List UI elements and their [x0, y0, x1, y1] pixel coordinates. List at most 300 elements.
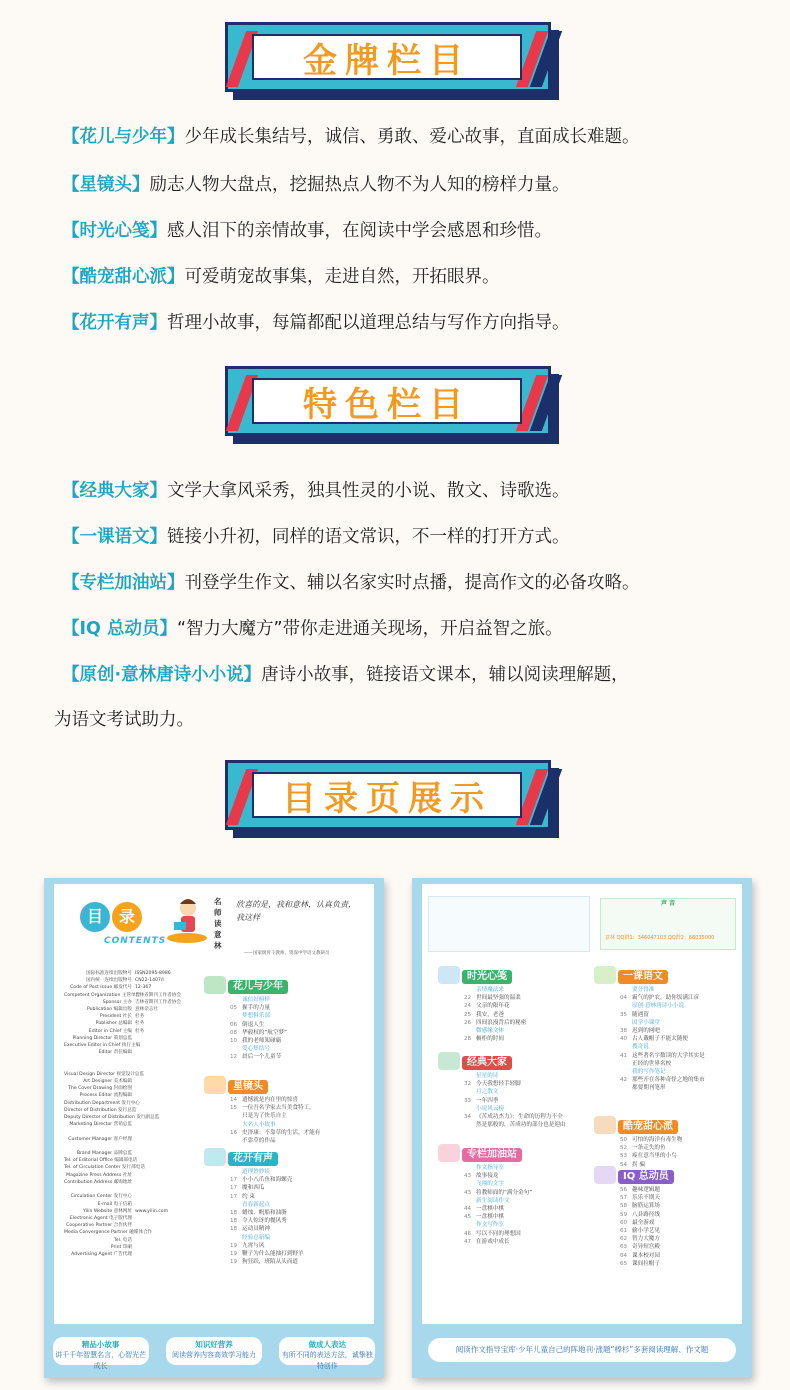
toc-entry[interactable]: [620, 1243, 770, 1251]
entry-title: 八卦路径线: [632, 1211, 660, 1218]
entry-title: 史泽康：不靠草的生活，才能有: [242, 1129, 321, 1136]
toc-entry[interactable]: [230, 1209, 380, 1217]
toc-entry[interactable]: [230, 1004, 380, 1012]
feature-item-tag: 【专栏加油站】: [62, 573, 185, 593]
page-number: 34: [464, 1114, 472, 1121]
masthead-value: ISSN2095-8986: [135, 971, 171, 976]
toc-entry[interactable]: [230, 1137, 380, 1145]
masthead-row: [64, 984, 214, 991]
contents-page-left: [44, 878, 384, 1378]
toc-entry[interactable]: [620, 1186, 770, 1194]
toc-entry[interactable]: [620, 1152, 770, 1160]
toc-list: [620, 1186, 770, 1268]
entry-title: 都要期刊笔形: [632, 1085, 666, 1092]
feature-item-tag: 【一课语文】: [62, 527, 167, 547]
entry-title: 奇异短宫殿: [632, 1244, 660, 1251]
entry-title: 《苦成功杰力》：生命的历程力不全: [476, 1114, 563, 1121]
masthead-label: Contribution Address 邮购地址: [64, 1179, 133, 1185]
entry-title: 青春新起点: [242, 1201, 270, 1208]
masthead-label: Publisher 总编辑: [95, 1021, 132, 1027]
handwritten-signature: 欣喜的是，我和意林，认真负责，我这样: [236, 900, 356, 922]
page-number: 18: [230, 1210, 238, 1217]
toc-entry[interactable]: [620, 1161, 770, 1169]
entry-title: 这些著名字数读的大学其实是: [632, 1052, 705, 1059]
toc-entry[interactable]: [620, 1252, 770, 1260]
left-footer: [44, 1334, 384, 1368]
entry-title: 我的老师架碰霸: [242, 1038, 282, 1045]
feature-item-text: “智力大魔方”带你走进通关现场，开启益智之旅。: [176, 619, 563, 639]
toc-section-title[interactable]: 专栏加油站: [462, 1148, 522, 1162]
toc-entry[interactable]: [230, 1242, 380, 1250]
toc-subheading: [230, 1168, 380, 1176]
masthead-value: 吉林省期刊工作者协会: [135, 999, 181, 1005]
entry-title: 运动员精神: [242, 1226, 270, 1233]
toc-subheading: [230, 1121, 380, 1129]
masthead-label: Print 印刷: [110, 1244, 132, 1250]
masthead-label: 国际标准连续出版物号: [86, 971, 132, 976]
toc-entry[interactable]: [464, 1189, 614, 1197]
masthead-value: 12-367: [135, 985, 152, 991]
page-number: 47: [464, 1238, 472, 1245]
entry-title: 爱心集结号: [242, 1046, 270, 1053]
masthead-label: Customer Manager 客户经理: [68, 1136, 132, 1142]
masthead-row: [64, 977, 214, 984]
entry-title: 趣味逻辑题: [632, 1187, 660, 1193]
entry-title: 霸气的护农，助你饭满江彦: [632, 995, 700, 1002]
banner-title: 目录页展示: [282, 778, 492, 819]
entry-title: 一盘棋中棋: [476, 1214, 504, 1221]
toc-entry[interactable]: [620, 1052, 770, 1060]
entry-title: 国学小课堂: [632, 1019, 660, 1026]
entry-title: 令人惊讶的餐风秀: [242, 1218, 287, 1225]
masthead-row: [64, 1128, 214, 1135]
feature-item-text: 链接小升初，同样的语文常识，不一样的打开方式。: [167, 527, 570, 547]
toc-section-title[interactable]: 星镜头: [228, 1080, 268, 1094]
masthead-label: Marketing Director 营销总监: [69, 1122, 132, 1128]
banner-inner: [252, 378, 522, 424]
entry-title: 一年四季: [476, 1097, 499, 1104]
toc-section-title[interactable]: 时光心笺: [462, 970, 512, 984]
entry-title: 作文写作室: [476, 1222, 504, 1229]
masthead-label: Publication 编辑出版: [86, 1007, 132, 1013]
gold-item-text: 哲理小故事，每篇都配以道理总结与写作方向指导。: [167, 313, 570, 333]
toc-entry[interactable]: [230, 1112, 380, 1120]
entry-title: 将教师面的“满分金句”: [476, 1189, 533, 1196]
toc-entry[interactable]: [620, 1219, 770, 1227]
entry-title: 古人戴帽子不能太随便: [632, 1036, 688, 1043]
toc-entry[interactable]: [620, 1076, 770, 1084]
masthead-row: [64, 999, 214, 1006]
entry-title: 约 束: [242, 1193, 255, 1200]
toc-entry[interactable]: [230, 1021, 380, 1029]
toc-list: [230, 1168, 380, 1266]
entry-title: 华毅权的“航空梦”: [242, 1029, 287, 1036]
footer-pill-text: 阅读营养内容高效学习能力: [171, 1351, 256, 1359]
masthead-label: Editor 责任编辑: [98, 1050, 132, 1056]
entry-title: 世间最坚强的温柔: [476, 995, 521, 1002]
page-number: 54: [620, 1161, 628, 1168]
gold-item: [62, 172, 762, 198]
footer-pill-title: 做成人表达: [308, 1340, 347, 1349]
entry-title: 那些开在各种奇怪之地的集市: [632, 1077, 705, 1084]
toc-subheading: [464, 1180, 614, 1188]
masthead-row: [64, 1193, 214, 1200]
page-number: 35: [620, 1011, 628, 1018]
page-number: 16: [230, 1129, 238, 1136]
page-number: 44: [464, 1206, 472, 1213]
gold-item-text: 可爱萌宠故事集，走进自然，开拓眼界。: [184, 267, 500, 287]
feature-item-tag: 【经典大家】: [62, 481, 167, 501]
section-illustration: [594, 1116, 616, 1134]
page-number: 10: [230, 1038, 238, 1045]
mulu-logo: [80, 902, 152, 932]
masthead-row: [64, 1006, 214, 1013]
page-number: 24: [464, 1003, 472, 1010]
gold-item: [62, 124, 762, 150]
toc-section-title[interactable]: 酷宠甜心派: [618, 1120, 678, 1134]
toc-entry[interactable]: [620, 1227, 770, 1235]
entry-title: 微感缘文体: [476, 1028, 504, 1035]
masthead-label: Deputy Director of Distribution 发行副总监: [64, 1115, 160, 1121]
toc-subheading: [620, 1002, 770, 1010]
toc-subheading: [230, 996, 380, 1004]
entry-title: 写以不同的理想国: [476, 1230, 521, 1237]
gold-item-text: 励志人物大盘点，挖掘热点人物不为人知的榜样力量。: [149, 175, 570, 195]
toc-section-title[interactable]: IQ 总动员: [618, 1170, 674, 1184]
gold-item-text: 感人泪下的亲情故事，在阅读中学会感恩和珍惜。: [167, 221, 552, 241]
banner-inner: [252, 34, 522, 80]
page-number: 25: [464, 1011, 472, 1018]
toc-list: [464, 986, 614, 1043]
voice-title: 声 音: [660, 900, 676, 907]
toc-entry[interactable]: [620, 1144, 770, 1152]
page-number: 18: [230, 1226, 238, 1233]
entry-title: 随遇留: [632, 1011, 649, 1018]
masthead-label: 国内统一连续出版物号: [86, 978, 132, 984]
page-number: 06: [230, 1021, 238, 1028]
toc-entry[interactable]: [230, 1193, 380, 1201]
toc-entry[interactable]: [230, 1176, 380, 1184]
toc-entry[interactable]: [464, 1002, 614, 1010]
toc-list: [464, 1164, 614, 1246]
feature-item-tag: 【原创·意林唐诗小小说】: [62, 665, 262, 685]
contents-page-right: [412, 878, 752, 1378]
toc-list: [620, 1136, 770, 1169]
toc-section-title[interactable]: 经典大家: [462, 1056, 512, 1070]
page-number: 43: [464, 1173, 472, 1180]
page-number: 17: [230, 1193, 238, 1200]
toc-section-title[interactable]: 花儿与少年: [228, 980, 288, 994]
voice-box: [600, 898, 736, 950]
toc-entry[interactable]: [464, 1113, 614, 1121]
masthead-label: Planning Director 策划总监: [72, 1035, 132, 1041]
masthead-row: [64, 1064, 214, 1071]
page-number: 14: [230, 1097, 238, 1103]
toc-entry[interactable]: [230, 1037, 380, 1045]
toc-entry[interactable]: [464, 1230, 614, 1238]
toc-entry[interactable]: [620, 994, 770, 1002]
entry-title: 只是为了快乐自主: [242, 1113, 287, 1120]
masthead-value: 杜务: [135, 1028, 145, 1034]
toc-subheading: [464, 1088, 614, 1096]
entry-title: 梦想俱乐部: [242, 1013, 270, 1020]
masthead-label: Executive Editor in Chief 执行主编: [64, 1043, 141, 1049]
toc-entry[interactable]: [620, 1260, 770, 1268]
toc-subheading: [464, 986, 614, 994]
masthead-label: Distribution Department 发行中心: [64, 1100, 140, 1106]
page-number: 33: [464, 1097, 472, 1104]
toc-entry[interactable]: [230, 1184, 380, 1192]
toc-entry[interactable]: [230, 1217, 380, 1225]
masthead-label: Editor in Chief 主编: [88, 1028, 132, 1034]
banner-gold: [225, 22, 563, 104]
entry-title: 大名人小故事: [242, 1121, 276, 1128]
page-number: 08: [230, 1029, 238, 1036]
masthead-value: www.yilin.com: [135, 1208, 169, 1214]
page-number: 56: [620, 1187, 628, 1193]
toc-subheading: [230, 1234, 380, 1242]
toc-list: [230, 1096, 380, 1145]
toc-entry[interactable]: [230, 1053, 380, 1061]
toc-entry[interactable]: [464, 994, 614, 1002]
toc-entry[interactable]: [464, 1080, 614, 1088]
toc-entry[interactable]: [230, 1129, 380, 1137]
gold-item: [62, 264, 762, 290]
page-number: 22: [464, 995, 472, 1002]
masthead-row: [64, 1078, 214, 1085]
editor-note-box: [428, 896, 590, 952]
page-number: 19: [230, 1259, 238, 1266]
toc-entry[interactable]: [620, 1084, 770, 1092]
masthead-row: [64, 970, 214, 977]
entry-title: 脑筋运算场: [632, 1203, 660, 1210]
toc-subheading: [230, 1201, 380, 1209]
toc-subheading: [620, 1019, 770, 1027]
toc-entry[interactable]: [464, 1035, 614, 1043]
entry-title: 倒退人生: [242, 1021, 265, 1028]
toc-entry[interactable]: [230, 1104, 380, 1112]
toc-subheading: [464, 1072, 614, 1080]
entry-title: 最全游戏: [632, 1219, 655, 1226]
toc-entry[interactable]: [230, 1258, 380, 1266]
toc-entry[interactable]: [620, 1235, 770, 1243]
page-number: 19: [230, 1251, 238, 1258]
masthead-label: Competent Organization 主管单位: [64, 992, 141, 998]
footer-pill-text: 有所不同的表达方法，诚挚独特创作: [281, 1351, 373, 1370]
page-number: 59: [620, 1211, 628, 1218]
toc-entry[interactable]: [464, 1213, 614, 1221]
masthead-label: Cooperative Partner 合作伙伴: [66, 1223, 132, 1229]
toc-entry[interactable]: [464, 1238, 614, 1246]
masthead-row: [64, 1049, 214, 1056]
toc-section-title[interactable]: 花开有声: [228, 1152, 278, 1166]
entry-title: 课本校对园: [632, 1252, 660, 1259]
gold-item: [62, 310, 762, 336]
entry-title: 智力大魔方: [632, 1236, 660, 1243]
masthead-label: Electronic Agent 电子版代理: [69, 1215, 132, 1221]
toc-entry[interactable]: [230, 1225, 380, 1233]
feature-item: [62, 524, 762, 550]
entry-title: 星星的诗: [476, 1073, 499, 1079]
section-illustration: [204, 1148, 226, 1166]
masthead-label: Process Editor 流程编辑: [79, 1093, 132, 1099]
masthead-row: [64, 1222, 214, 1229]
page-number: 61: [620, 1228, 628, 1235]
masthead-value: 杜务: [135, 1014, 145, 1020]
masthead-row: [64, 1013, 214, 1020]
toc-entry[interactable]: [464, 1019, 614, 1027]
page-number: 58: [620, 1203, 628, 1210]
toc-entry[interactable]: [620, 1011, 770, 1019]
toc-entry[interactable]: [620, 1035, 770, 1043]
masthead-label: Art Designer 美术编辑: [83, 1079, 132, 1085]
masthead-label: Media Convergence Partner 融媒体合作: [64, 1230, 153, 1236]
masthead-value: 意林杂志社: [135, 1007, 158, 1013]
entry-title: 我的写作笔记: [632, 1069, 666, 1076]
toc-entry[interactable]: [620, 1211, 770, 1219]
entry-title: 亲情魔法来: [476, 987, 504, 993]
entry-title: 一位吾名学家去当美食特工，: [242, 1105, 315, 1112]
toc-entry[interactable]: [464, 1205, 614, 1213]
masthead-row: [64, 1056, 214, 1063]
page-number: 57: [620, 1195, 628, 1202]
masthead-row: [64, 1092, 214, 1099]
entry-title: 今天我想轻手轻脚: [476, 1081, 521, 1088]
toc-entry[interactable]: [230, 1096, 380, 1104]
entry-title: 鞭子为什么能抽打到野羊: [242, 1251, 304, 1258]
masthead-row: [64, 992, 214, 999]
gold-item-tag: 【花开有声】: [62, 313, 167, 333]
masthead-row: [64, 1071, 214, 1078]
toc-entry[interactable]: [230, 1029, 380, 1037]
toc-subheading: [620, 1068, 770, 1076]
masthead-label: Visual Design Director 视觉设计总监: [64, 1071, 144, 1077]
entry-title: 偷小学艺见: [632, 1228, 660, 1235]
masthead-value: CN22-1407/I: [135, 978, 164, 984]
page-number: 52: [620, 1145, 628, 1152]
banner-title: 特色栏目: [303, 384, 471, 425]
toc-list: [230, 996, 380, 1062]
masthead-row: [64, 1085, 214, 1092]
masthead-row: [64, 1237, 214, 1244]
entry-title: 可怕的海洋有毒生物: [632, 1137, 683, 1143]
page-sheet: [422, 884, 742, 1324]
entry-title: 迟到的网吧: [632, 1028, 660, 1035]
masthead-row: [64, 1201, 214, 1208]
entry-title: 我安，老爸: [476, 1011, 504, 1018]
entry-title: 新生阅读作文: [476, 1197, 510, 1204]
entry-title: 然是那般的，苦成功的部分也是迎由: [476, 1122, 566, 1129]
page-sheet: [54, 884, 374, 1324]
masthead-row: [64, 1136, 214, 1143]
page-number: 45: [464, 1214, 472, 1221]
entry-title: 四间浪漫背后的秘密: [476, 1019, 527, 1026]
entry-title: 搜奇说: [632, 1044, 649, 1051]
qq-groups: 意林 QQ群1：346047103 QQ群2：66035000: [605, 935, 715, 941]
masthead-value: 杜务: [135, 1021, 145, 1027]
masthead-row: [64, 1100, 214, 1107]
footer-pill-title: 精品小故事: [81, 1340, 120, 1349]
entry-title: 在游戏中成长: [476, 1238, 510, 1245]
toc-entry[interactable]: [620, 1194, 770, 1202]
entry-title: 故事接龙: [476, 1173, 499, 1180]
section-illustration: [204, 976, 226, 994]
banner-panel: [225, 366, 551, 436]
masthead-label: Tel. of Circulation Center 发行部电话: [64, 1165, 145, 1171]
masthead-row: [64, 1251, 214, 1258]
toc-entry[interactable]: [620, 1136, 770, 1144]
entry-title: 作文指导室: [476, 1165, 504, 1171]
masthead-row: [64, 1229, 214, 1236]
page-number: 60: [620, 1219, 628, 1226]
signature-caption: ——国家级骨干教师，资深中学语文教研员: [244, 951, 330, 956]
entry-title: 狗狂跃，班陌从头而道: [242, 1259, 298, 1266]
page-number: 26: [464, 1019, 472, 1026]
masthead-row: [64, 1028, 214, 1035]
masthead-label: Code of Post Issue 邮发代号: [70, 985, 132, 991]
toc-entry[interactable]: [464, 1121, 614, 1129]
masthead-row: [64, 1172, 214, 1179]
entry-title: 魔和西瓜: [242, 1185, 265, 1192]
feature-item: [62, 478, 762, 504]
footer-pill: [53, 1337, 149, 1370]
masthead: [64, 970, 214, 1258]
page-number: 15: [230, 1105, 238, 1112]
entry-title: 经验总新编: [242, 1234, 270, 1241]
entry-title: 飞翔的文字: [476, 1181, 504, 1188]
masthead-row: [64, 1164, 214, 1171]
feature-item: [62, 616, 762, 642]
toc-entry[interactable]: [620, 1027, 770, 1035]
mulu-char: 录: [112, 902, 142, 932]
section-illustration: [438, 1052, 460, 1070]
entry-title: 遗憾就是内在里的惊喜: [242, 1097, 298, 1103]
masthead-label: Advertising Agent 广告代理: [71, 1251, 132, 1257]
masthead-row: [64, 1208, 214, 1215]
feature-item-text: 唐诗小故事，链接语文课本，辅以阅读理解题，: [261, 665, 629, 685]
toc-entry[interactable]: [464, 1011, 614, 1019]
toc-entry[interactable]: [464, 1097, 614, 1105]
footer-pill: [279, 1337, 375, 1370]
masthead-row: [64, 1035, 214, 1042]
section-illustration: [594, 1166, 616, 1184]
section-illustration: [204, 1076, 226, 1094]
masthead-label: Tel. of Editorial Office 编辑部电话: [64, 1158, 138, 1164]
gold-item-tag: 【花儿与少年】: [62, 127, 185, 147]
feature-item-text: 文学大拿风采秀，独具性灵的小说、散文、诗歌选。: [167, 481, 570, 501]
masthead-row: [64, 1114, 214, 1121]
toc-entry[interactable]: [230, 1250, 380, 1258]
contents-word: CONTENTS: [104, 936, 167, 946]
masthead-label: Sponsor 主办: [102, 999, 132, 1005]
entry-title: 一条走失的鱼: [632, 1145, 666, 1152]
masthead-row: [64, 1186, 214, 1193]
toc-entry[interactable]: [620, 1202, 770, 1210]
toc-section-title[interactable]: 一课语文: [618, 970, 668, 984]
entry-title: 原创·意林唐诗小小说: [632, 1003, 685, 1010]
entry-title: 父亲的限年花: [476, 1003, 510, 1010]
page-number: 40: [620, 1036, 628, 1043]
masthead-row: [64, 1244, 214, 1251]
page-number: 38: [620, 1028, 628, 1035]
page-number: 41: [620, 1052, 628, 1059]
banner-panel: [225, 22, 551, 92]
toc-entry[interactable]: [620, 1060, 770, 1068]
toc-entry[interactable]: [464, 1172, 614, 1180]
right-footer: 阅读作文指导宝库·少年儿童自己的阵地刊·涨题“棒杉”多套阅读理解、作文题: [428, 1338, 736, 1362]
page-number: 32: [464, 1081, 472, 1088]
page-number: 46: [464, 1230, 472, 1237]
